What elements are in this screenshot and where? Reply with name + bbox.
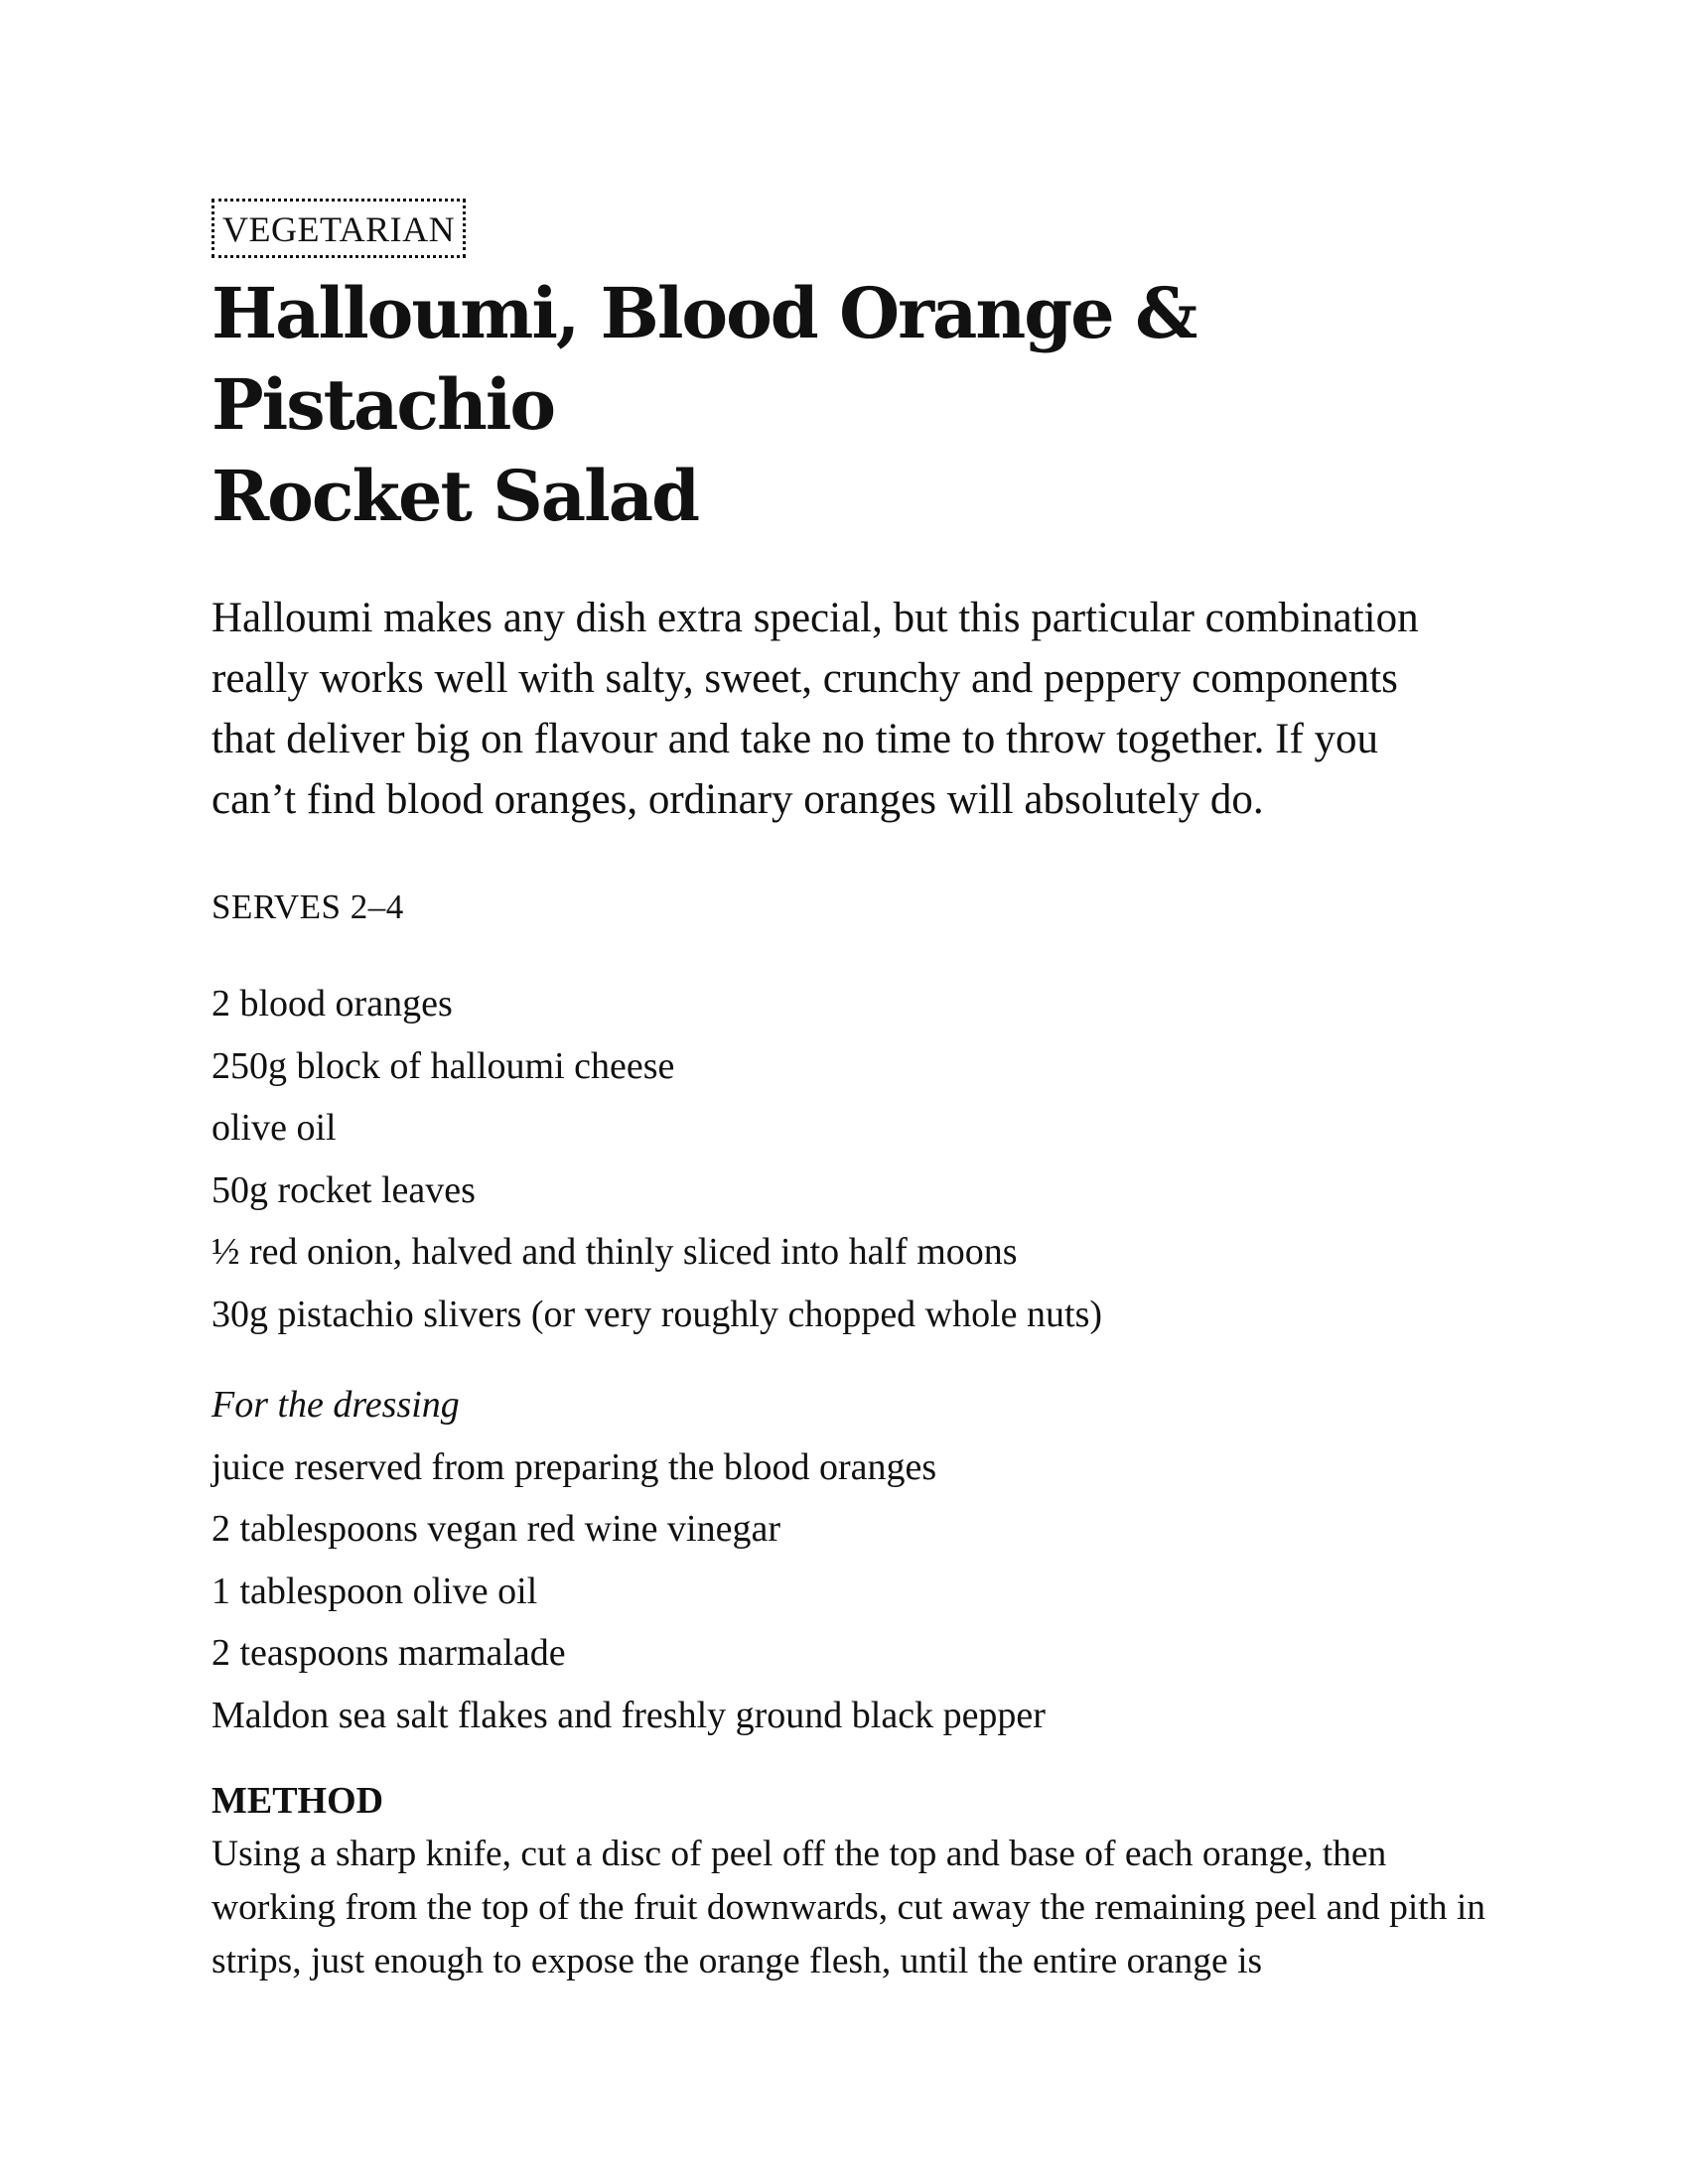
- dressing-section: [211, 1374, 1502, 1746]
- serves-label: SERVES 2–4: [211, 887, 404, 926]
- recipe-title-line-2: Rocket Salad: [211, 455, 699, 537]
- recipe-intro: Halloumi makes any dish extra special, but this particular combination really works well with salty, sweet, crunchy and peppery components that deliver big on flavour and take no time to throw together. If you can’t find blood oranges, ordinary oranges will absolutely do.: [211, 595, 1419, 823]
- dressing-item: 2 tablespoons vegan red wine vinegar: [211, 1508, 780, 1550]
- method-text: Using a sharp knife, cut a disc of peel off the top and base of each orange, then working from the top of the fruit downwards, cut away the remaining peel and pith in strips, just enough to expose the orange flesh, until the entire orange is: [211, 1834, 1486, 1981]
- dressing-heading: For the dressing: [211, 1384, 460, 1426]
- ingredient-item: olive oil: [211, 1107, 337, 1149]
- ingredient-item: 250g block of halloumi cheese: [211, 1044, 675, 1087]
- dressing-item: Maldon sea salt flakes and freshly ground black pepper: [211, 1694, 1046, 1736]
- ingredient-item: ½ red onion, halved and thinly sliced into half moons: [211, 1231, 1018, 1273]
- dressing-list: [211, 1436, 1502, 1747]
- dressing-item: 2 teaspoons marmalade: [211, 1632, 566, 1674]
- ingredient-item: 50g rocket leaves: [211, 1168, 476, 1211]
- dressing-item: 1 tablespoon olive oil: [211, 1570, 538, 1612]
- method-heading: METHOD: [211, 1780, 384, 1822]
- category-tag: VEGETARIAN: [211, 199, 466, 258]
- recipe-title-line-1: Halloumi, Blood Orange & Pistachio: [211, 272, 1196, 446]
- ingredient-item: 2 blood oranges: [211, 983, 453, 1024]
- recipe-page: [211, 199, 1502, 1988]
- ingredients-list: [211, 973, 1502, 1345]
- recipe-title: [211, 268, 1502, 542]
- dressing-item: juice reserved from preparing the blood oranges: [211, 1445, 937, 1488]
- ingredient-item: 30g pistachio slivers (or very roughly chopped whole nuts): [211, 1293, 1103, 1335]
